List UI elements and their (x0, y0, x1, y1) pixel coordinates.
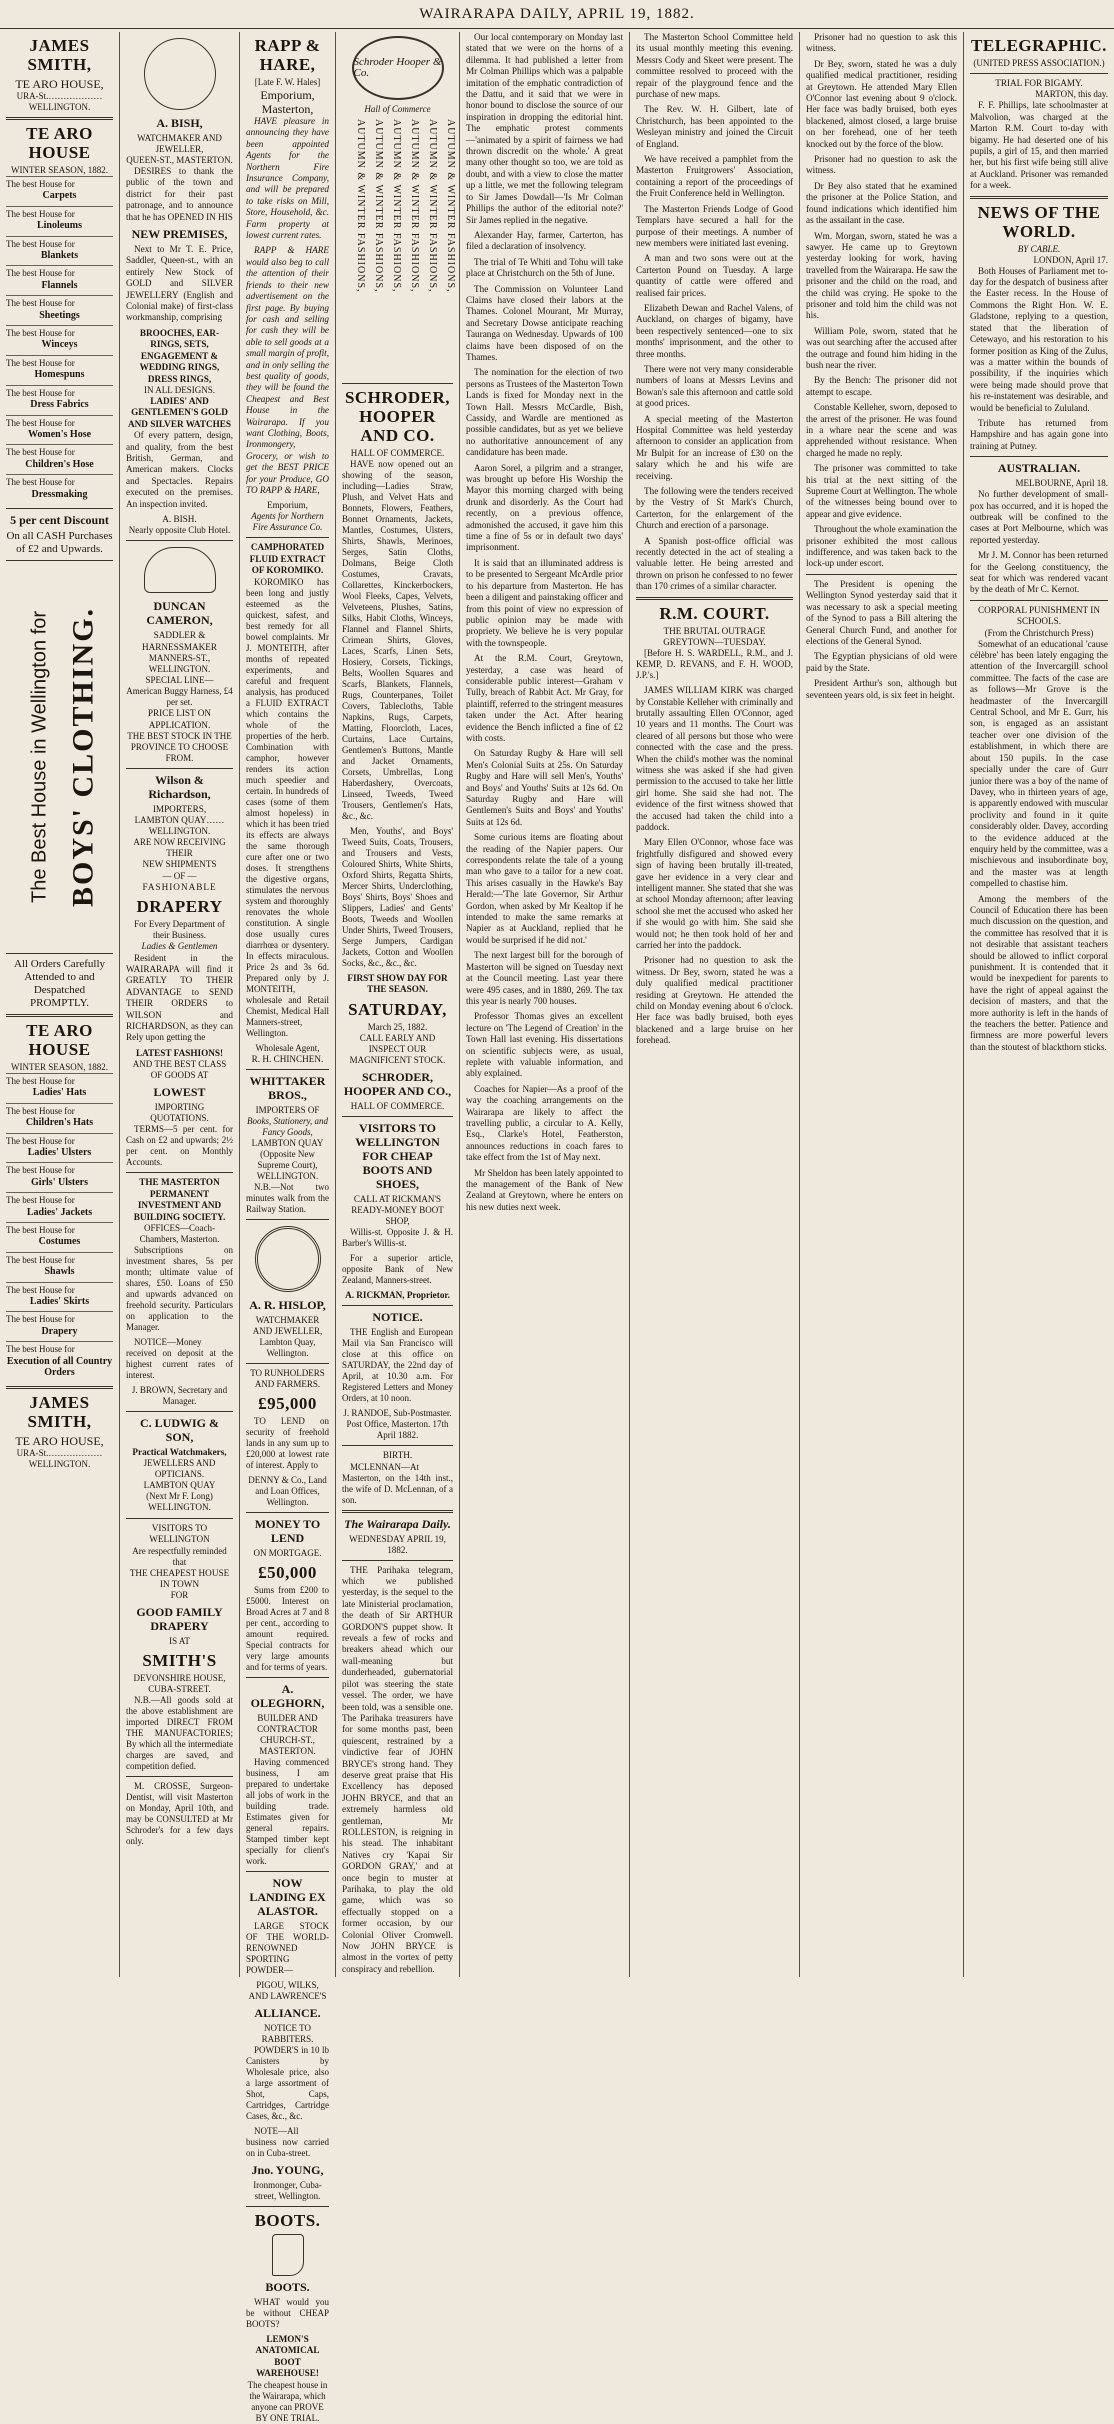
wilson-address: LAMBTON QUAY……WELLINGTON. (134, 815, 225, 837)
fashions-line: AUTUMN & WINTER FASHIONS, (409, 119, 420, 293)
willis-st: Willis-st. Opposite J. & H. Barber's Willis-st. (342, 1226, 453, 1248)
on-mortgage: ON MORTGAGE. (253, 1548, 322, 1559)
melbourne-dateline: MELBOURNE, April 18. (1015, 478, 1108, 489)
list-item: The best House for Homespuns (6, 355, 113, 385)
society-notice: NOTICE—Money received on deposit at the highest current rates of interest. (126, 1336, 233, 1380)
outrage-heading: THE BRUTAL OUTRAGE (663, 625, 766, 636)
news-paragraph: The trial of Te Whiti and Tohu will take place at Christchurch on the 5th of June. (466, 256, 623, 279)
telegraphic-heading: TELEGRAPHIC. (971, 36, 1107, 55)
list-item: The best House for Carpets (6, 176, 113, 206)
column-4 (336, 32, 460, 1977)
terms: TERMS—5 per cent. for Cash on £2 and upwards; 2½ per cent. on Monthly Accounts. (126, 1124, 233, 1168)
notice-heading: NOTICE. (372, 1310, 423, 1325)
news-paragraph: Professor Thomas gives an excellent lecture on 'The Legend of Creation' in the Town Hall last evening. His dissertations on scientific subjects were, as usual, replete with valuable information, and ably explained. (466, 1011, 623, 1079)
list-item: The best House for Ladies' Jackets (6, 1192, 113, 1222)
news-paragraph: The President is opening the Wellington Synod yesterday said that it was necessary to ask a special meeting of the Synod to pass a Bill altering the General Church Fund, and another for elections of the General Synod. (806, 578, 957, 646)
news-paragraph: On Saturday Rugby & Hare will sell Men's Colonial Suits at 25s. On Saturday Rugby and Hare will sell Men's, Youths' and Boys' and Youths' Suits at 12s 6d. On Saturday Rugby and Hare will Gentlemen's Suits and Boys' and Youths' Suits at 12s 6d. (466, 748, 623, 827)
pigou: PIGOU, WILKS, AND LAWRENCE'S (248, 1980, 327, 2002)
rickman-proprietor: A. RICKMAN, Proprietor. (345, 1289, 450, 1300)
now-landing: NOW LANDING EX ALASTOR. (249, 1876, 326, 1919)
ladies-gentlemen: Ladies & Gentlemen (141, 941, 218, 952)
list-item: The best House for Execution of all Country Orders (6, 1341, 113, 1382)
paper-date: WEDNESDAY APRIL 19, 1882. (349, 1533, 446, 1555)
emporium: Emporium, Masterton, (260, 88, 315, 116)
ladies-body: Resident in the WAIRARAPA will find it GREATLY TO THEIR ADVANTAGE to SEND THEIR ORDERS to WILSON and RICHARDSON, as they can Rely upon getting the (126, 952, 233, 1043)
ludwig-address-2: (Next Mr F. Long) (146, 1491, 213, 1502)
news-paragraph: A man and two sons were out at the Carterton Pound on Tuesday. A large quantity of cattle were offered and realised fair prices. (636, 253, 793, 298)
fashions-line: AUTUMN & WINTER FASHIONS, (391, 119, 402, 293)
list-item: The best House for Dressmaking (6, 474, 113, 504)
orders-notice: All Orders Carefully Attended to and Despatched PROMPTLY. (13, 957, 106, 1009)
devonshire: DEVONSHIRE HOUSE, (133, 1673, 226, 1684)
list-item: The best House for Children's Hats (6, 1103, 113, 1133)
rapp-body: HAVE pleasure in announcing they have been appointed Agents for the Northern Fire Insurance Company, and will be prepared to take risks on Mill, Store, Household, &c. Farm property at lowest current rates. (246, 116, 329, 241)
masthead: WAIRARAPA DAILY, APRIL 19, 1882. (0, 0, 1114, 29)
landing-body: LARGE STOCK OF THE WORLD-RENOWNED SPORTING POWDER— (246, 1921, 329, 1976)
column-7 (800, 32, 964, 1977)
te-aro-house-title: TE ARO HOUSE (26, 124, 93, 162)
court-before: [Before H. S. WARDELL, R.M., and J. KEMP, D. REVANS, and F. H. WOOD, J.P.'s.] (636, 648, 793, 681)
ludwig-name: C. LUDWIG & SON, (139, 1415, 219, 1444)
fashions-vertical-list (342, 119, 456, 379)
te-aro-house-title-2: TE ARO HOUSE (26, 1020, 93, 1059)
mortgage-body: Sums from £200 to £5000. Interest on Broad Acres at 7 and 8 per cent., according to amount required. Special contracts for very large amounts and for terms of years. (246, 1585, 329, 1673)
list-item: The best House for Shawls (6, 1252, 113, 1282)
vertical-banner (6, 567, 113, 947)
news-paragraph: President Arthur's son, although but seventeen years old, is six feet in height. (806, 678, 957, 700)
importing-quotations: IMPORTING QUOTATIONS. (150, 1102, 209, 1124)
list-item: The best House for Ladies' Ulsters (6, 1133, 113, 1163)
whittaker-opposite: (Opposite New Supreme Court), (257, 1149, 318, 1171)
lowest: LOWEST (153, 1085, 206, 1100)
oleghorn-body: Having commenced business, I am prepared to undertake all jobs of work in the building trade. Estimates given for general repairs. Stamped timber kept specially for client's work. (246, 1757, 329, 1867)
news-paragraph: The nomination for the election of two persons as Trustees of the Masterton Town Lands is fixed for Monday next in the Town Hall. Messrs McCardle, Bish, Cassidy, and Wardle are mentioned as possible candidates, but as yet we believe no authoritative announcement of any candidature has been made. (466, 367, 623, 458)
best-house-list (6, 176, 113, 504)
watches-heading: LADIES' AND GENTLEMEN'S GOLD AND SILVER WATCHES (128, 395, 231, 429)
editorial-body: THE Parihaka telegram, which we published yesterday, is the sequel to the late Ministerial proclamation, the death of Sir ARTHUR GORDON'S puppet show. It reveals a few of rocks and breakers ahead which our wall-meaning but dunderheaded, gubernatorial pilot was steering the state vessel. The order, we have been told, was a sensible one. The Parihaka treasurers have for some months past, been quiescent, restrained by a vindictive fear of JOHN BRYCE's strong hand. They deserve great praise that His Excellency has deposed JOHN BRYCE, and that an extremely harmless old gentleman, Mr ROLLESTON, is reigning in his stead. The inhabitant Natives cry 'Kapai Sir GORDON GRAY,' and at once begin to muster at Parihaka, to play the old game, which was so effectually stopped on a former occasion, by our Colonial Oliver Cromwell. Now JOHN BRYCE is almost in the vortex of petty conspiracy and rebellion. (342, 1564, 453, 1974)
schroder-title: SCHRODER, HOOPER AND CO. (344, 388, 451, 445)
court-body-3: Prisoner had no question to ask the witness. Dr Bey, sworn, stated he was a duly qualified medical practitioner residing at Greytown. He attended the child on Monday evening about 6 o'clock. Her face was badly bruised, both eyes blackened and a large bruise on her forehead. (636, 955, 793, 1046)
list-item: The best House for Flannels (6, 265, 113, 295)
duncan-special-2: American Buggy Harness, £4 per set. (126, 686, 233, 708)
winter-season-2: WINTER SEASON, 1882. (11, 1061, 108, 1072)
best-stock: THE BEST STOCK IN THE PROVINCE TO CHOOSE FROM. (127, 731, 232, 763)
column-6 (630, 32, 800, 1977)
schroder-stamp-logo: Schroder Hooper & Co. (352, 36, 444, 100)
new-shipments: NEW SHIPMENTS (142, 859, 217, 870)
business-note: NOTE—All business now carried on in Cuba-street. (246, 2126, 329, 2159)
whittaker-city: WELLINGTON. (256, 1171, 319, 1182)
stamp-sub: Hall of Commerce (364, 104, 431, 114)
fashions-line: AUTUMN & WINTER FASHIONS, (445, 119, 456, 293)
australian-heading: AUSTRALIAN. (997, 461, 1081, 476)
drapery-heading: DRAPERY (136, 897, 223, 917)
new-premises: NEW PREMISES, (131, 227, 228, 242)
schroder-body: HAVE now opened out an showing of the season, including—Ladies Straw, Plush, and Velvet Hats and Bonnets, Flowers, Feathers, Bonnet Ornaments, Jackets, Mantles, Costumes, Ulsters, Shirts, Shawls, Merinoes, Serges, Satin Cloths, Dolmans, Beige Cloth Costumes, Cravats, Collarettes, Kinckerbockers, Wool Fleeks, Capes, Velvets, Velveteens, Plushes, Satins, Silks, Habit Cloths, Winceys, Flannel and Flannel Shirts, Crimean Shirts, Gloves, Laces, Scarfs, Linen Sets, Hosiery, Corsets, Tickings, Belts, Woollen Squares and Scarfs, Blankets, Flannels, Rugs, Counterpanes, Toilet Covers, Tablecloths, Table Napkins, Rugs, Carpets, Matting, Floorcloth, Laces, Curtains, Lace Curtains, Gentlemen's Buttons, Mantle and Jacket Ornaments, Corsets, Umbrellas, Long Haberdashery, Overcoats, Linseed, Tweeds, Tweed Trousers, Gentlemen's Hats, &c., &c. (342, 459, 453, 821)
wholesale-agent: Wholesale Agent, (255, 1042, 320, 1053)
hall-commerce-2: HALL OF COMMERCE. (350, 1100, 445, 1111)
list-item: The best House for Children's Hose (6, 444, 113, 474)
press-association: (UNITED PRESS ASSOCIATION.) (973, 58, 1105, 68)
oleghorn-address: CHURCH-ST., MASTERTON. (259, 1735, 316, 1757)
best-class: AND THE BEST CLASS OF GOODS AT (132, 1059, 227, 1081)
news-paragraph: The following were the tenders received by the Vestry of St Mark's Church, Carterton, for the enlargement of the Church and erection of a parsonage. (636, 486, 793, 531)
drapery-sub: For Every Department of their Business. (134, 919, 225, 941)
boots-heading: BOOTS. (254, 2211, 321, 2231)
news-body-2: Tribute has returned from Hampshire and has again gone into training at Putney. (970, 417, 1108, 451)
young-trade: Ironmonger, Cuba-street, Wellington. (253, 2180, 322, 2202)
wilson-importers: IMPORTERS, (152, 804, 207, 814)
column-2 (120, 32, 240, 1977)
list-item: The best House for Dress Fabrics (6, 385, 113, 415)
news-paragraph: William Pole, sworn, stated that he was out searching after the accused after the outrage and found him hiding in the bush near the river. (806, 325, 957, 370)
births-heading: BIRTH. (382, 1450, 413, 1461)
news-paragraph: Alexander Hay, farmer, Carterton, has filed a declaration of insolvency. (466, 229, 623, 252)
news-paragraph: Coaches for Napier—As a proof of the way the coaching arrangements on the Wairarapa are likely to affect the travelling public, a circular to A. Kelly, Esq., Clarke's Hotel, Featherston, announces reductions in coach fares to take effect from the 1st of May next. (466, 1083, 623, 1163)
latest-fashions: LATEST FASHIONS! (135, 1047, 224, 1058)
rapp-body-2: RAPP & HARE would also beg to call the attention of their friends to their new advertisement on the first page. By buying for cash and selling for cash they will be able to sell goods at a small margin of profit, and in only selling the best quality of goods, they will be found the Cheapest and Best House in the Wairarapa. If you want Clothing, Boots, Ironmongery, Grocery, or wish to get the BEST PRICE for your Produce, GO TO RAPP & HARE, (246, 245, 329, 495)
boot-icon (272, 2234, 304, 2276)
discount-text: On all CASH Purchases of £2 and Upwards. (6, 529, 113, 555)
news-paragraph: The prisoner was committed to take his trial at the next sitting of the Supreme Court at Wellington. The whole of the witnesses being bound over to appear and give evidence. (806, 463, 958, 519)
loan-amount: £95,000 (258, 1394, 317, 1414)
bish-name: A. BISH, (156, 116, 203, 130)
lemons-sub: The cheapest house in the Wairarapa, which anyone can PROVE BY ONE TRIAL. (247, 2379, 328, 2423)
cuba-street: CUBA-STREET. (148, 1684, 211, 1695)
corporal-body: Somewhat of an educational 'cause célèbre' has been lately engaging the attention of the Invercargill school committee. The facts of the case are as follows—Mr Grove is the headmaster of the Invercargill Central School, and Mr E. Gurr, his son, is engaged as an assistant teacher over one division of the establishment, in which there are about 150 pupils. In the case specially under the care of Gurr junior there was a boy of the name of Davey, who in thirteen years of age, is apparently endowed with muscular proclivity and found in it quite considerably older. Davey, according to the evidence adduced at the enquiry held by the committee, was a mischievous and insubordinate boy, and the master was at length compelled to chastise him. (970, 638, 1108, 889)
good-family-drapery: GOOD FAMILY DRAPERY (136, 1605, 223, 1634)
crosse-notice: M. CROSSE, Surgeon-Dentist, will visit Masterton on Monday, April 10th, and may be CONSULTED at Mr Schroder's for a few days only. (126, 1781, 233, 1847)
money-to-lend: MONEY TO LEND (254, 1517, 321, 1546)
oleghorn-name: A. OLEGHORN, (250, 1682, 325, 1711)
whittaker-address: LAMBTON QUAY (251, 1138, 324, 1149)
news-paragraph: The Masterton Friends Lodge of Good Templars have secured a hall for the purpose of their meetings. A number of new members were initiated last evening. (636, 203, 793, 248)
pocket-watch-icon (255, 1226, 321, 1292)
list-item: The best House for Ladies' Skirts (6, 1282, 113, 1312)
loan-body: TO LEND on security of freehold lands in any sum up to £20,000 at lowest rate of interest. Apply to (246, 1416, 329, 1471)
list-item: The best House for Linoleums (6, 206, 113, 236)
ludwig-sub: JEWELLERS AND OPTICIANS. (143, 1458, 216, 1480)
cheapest-house: THE CHEAPEST HOUSE IN TOWN (129, 1567, 230, 1589)
column-3 (240, 32, 336, 2423)
australian-body-2: Mr J. M. Connor has been returned for the Geelong constituency, the seat for which was rendered vacant by the death of Mr C. Kernot. (970, 550, 1108, 595)
notice-rabbiters: NOTICE TO RABBITERS. (261, 2023, 314, 2045)
saturday: SATURDAY, (348, 999, 447, 1019)
news-paragraph: It is said that an illuminated address is to be presented to Sergeant McArdle prior to his departure from Masterton. He has been a diligent and painstaking officer and from this point of view no expression of public opinion may be made with propriety. We believe he is very popular with the townspeople. (466, 557, 623, 648)
news-paragraph: Constable Kelleher, sworn, deposed to the arrest of the prisoner. He was found in a whare near the scene and was apprehended without resistance. When charged he made no reply. (806, 402, 957, 458)
news-paragraph: Elizabeth Dewan and Rachel Valens, of Auckland, on charges of bigamy, have been respectively sentenced—one to six months' imprisonment, and the other to three months. (636, 302, 793, 359)
te-aro-house-bottom: TE ARO HOUSE, (15, 1434, 104, 1449)
te-aro-address: URA-St.………………WELLINGTON. (16, 91, 103, 112)
te-aro-address-bottom: URA-St.………………WELLINGTON. (16, 1448, 103, 1470)
news-paragraph: A Spanish post-office official was recently detected in the act of stealing a valuable letter. He being arrested and thrown on prison he confessed to no fewer than 170 crimes of a similar character. (636, 535, 793, 592)
ludwig-trade: Practical Watchmakers, (132, 1446, 227, 1457)
rm-court-heading: R.M. COURT. (659, 603, 770, 623)
news-of-world: NEWS OF THE WORLD. (977, 202, 1101, 241)
wilson-receiving: ARE NOW RECEIVING THEIR (133, 837, 226, 859)
trial-heading: TRIAL FOR BIGAMY. (995, 78, 1083, 88)
fashions-line: AUTUMN & WINTER FASHIONS, (427, 119, 438, 293)
news-paragraph: Our local contemporary on Monday last stated that we were on the horns of a dilemma. It had published a letter from Mr Colman Phillips which was a palpable imitation of the emphatic contradiction of the Dattu, and it said that we were in honor bound to disclose the source of our inspiration in dropping the editorial hint. The emphatic protest comments—'animated by a spirit of fairness we had thrown discredit on the whole.' A great many other thought so too, we are told as doubt, and with a view to close the matter up a little, we met the following telegram to Sir James Dowdall—'Is Mr Colman Phillips the author of the editorial note?' Sir James replied in the negative. (466, 32, 623, 225)
wilson-title: Wilson & Richardson, (148, 773, 211, 801)
mortgage-amount: £50,000 (258, 1563, 317, 1583)
first-show-day: FIRST SHOW DAY FOR THE SEASON. (347, 973, 448, 995)
news-paragraph: Mr Sheldon has been lately appointed to the management of the Bank of New Zealand at Greytown, where he enters on his new duties next week. (466, 1167, 623, 1212)
australian-body: No further development of small-pox has occurred, and it is hoped the outbreak will be confined to the cases at Port Melbourne, which was reported yesterday. (970, 489, 1108, 545)
call-early: CALL EARLY AND INSPECT OUR MAGNIFICENT STOCK. (349, 1032, 446, 1065)
fashions-line: AUTUMN & WINTER FASHIONS, (373, 119, 384, 293)
bish-trade: WATCHMAKER AND JEWELLER, (137, 133, 222, 154)
rapp-late: [Late F. W. Hales] (254, 77, 321, 87)
fashionable: FASHIONABLE (142, 881, 217, 892)
best-house-list-2 (6, 1073, 113, 1383)
hislop-trade: WATCHMAKER AND JEWELLER, (252, 1315, 323, 1337)
bish-address: QUEEN-ST., MASTERTON. (126, 155, 233, 165)
column-5 (460, 32, 630, 1977)
list-item: The best House for Winceys (6, 325, 113, 355)
corporal-heading: CORPORAL PUNISHMENT IN SCHOOLS. (977, 604, 1100, 627)
list-item: The best House for Sheetings (6, 295, 113, 325)
corporal-source: (From the Christchurch Press) (984, 627, 1094, 638)
of-label: — OF — (162, 870, 197, 881)
news-paragraph: A special meeting of the Masterton Hospital Committee was held yesterday afternoon to consider an application from Mr Bulpit for an increase of £30 on the salary which he and his wife are receiving. (636, 413, 793, 481)
list-item: The best House for Costumes (6, 1222, 113, 1252)
price-list: PRICE LIST ON APPLICATION. (147, 708, 212, 730)
list-item: The best House for Women's Hose (6, 415, 113, 445)
news-paragraph: By the Bench: The prisoner did not attempt to escape. (806, 375, 957, 397)
news-paragraph: Dr Bey, sworn, stated he was a duly qualified medical practitioner, residing at Greytown. He attended Mary Ellen O'Connor last evening about 9 o'clock. Her face was badly bruised, both eyes blackened, almost closed, a large bruise on her forehead, one of her teeth knocked out by the force of the blow. (806, 58, 957, 149)
whittaker-goods: Books, Stationery, and Fancy Goods, (247, 1116, 328, 1138)
paper-title: The Wairarapa Daily. (344, 1516, 451, 1531)
whittaker-sub: IMPORTERS OF (255, 1105, 320, 1116)
news-paragraph: Aaron Sorel, a pilgrim and a stranger, was brought up before His Worship the Mayor this morning charged with being drunk and disorderly. As the Court had recently, on a previous offence, admonished the accused, it gave him this time a fine of 5s or in default two days' imprisonment. (466, 462, 623, 553)
crest-ornament-icon (144, 38, 216, 110)
whittaker-nb: N.B.—Not two minutes walk from the Railway Station. (246, 1182, 329, 1215)
james-smith-title: JAMES SMITH, (27, 36, 92, 74)
vertical-banner-line1: The Best House in Wellington for (28, 610, 51, 903)
post-office-date: Post Office, Masterton. 17th April 1882. (346, 1419, 449, 1441)
camphor-heading: CAMPHORATED FLUID EXTRACT OF KOROMIKO. (249, 542, 326, 576)
list-item: The best House for Drapery (6, 1311, 113, 1341)
corporal-body-2: Among the members of the Council of Education there has been much discussion on the question, and the committee has resolved that it is not desirable that assistant teachers should be allowed to inflict corporal punishment. It is contended that it would be inexpedient for parents to have the right of appeal against the decision of masters, and that the more authority is left in the hands of the teachers the better. Patience and firmness are more powerful levers than the stoutest of blackthorn sticks. (970, 893, 1108, 1052)
news-paragraph: The Rev. W. H. Gilbert, late of Christchurch, has been appointed to the Wesleyan ministry and joined the Circuit of England. (636, 104, 793, 149)
hislop-name: A. R. HISLOP, (249, 1298, 326, 1313)
james-smith-bottom: JAMES SMITH, (27, 1393, 92, 1432)
te-aro-house-sub: TE ARO HOUSE, (15, 77, 104, 91)
bish-sign: A. BISH. (162, 513, 197, 524)
duncan-trade: SADDLER & HARNESSMAKER (141, 630, 218, 652)
mail-notice: THE English and European Mail via San Francisco will close at this office on SATURDAY, the 22nd day of April, at 10.30 a.m. For Registered Letters and Money Orders, at 10 noon. (342, 1327, 453, 1404)
saddle-icon (144, 547, 216, 593)
news-paragraph: At the R.M. Court, Greytown, yesterday, a case was heard of considerable public interest—Graham v Tully, breach of Rabbit Act. Mr Gray, for plaintiff, referred to the stringent measures taken under the Act. After hearing evidence the Bench inflicted a fine of £2 with costs. (466, 653, 623, 743)
vertical-banner-line2: BOYS' CLOTHING. (66, 606, 100, 907)
trial-body: F. F. Phillips, late schoolmaster at Malvolion, was charged at the Marton R.M. Court to-day with bigamy. He had deserted one of his pupils, a girl of 15, and then married her, but his first wife being still alive at Auckland. Prisoner was remanded for a week. (970, 100, 1108, 191)
boots-heading-2: BOOTS. (265, 2280, 310, 2295)
rapp-hare-title: RAPP & HARE, (254, 36, 321, 74)
ludwig-city: WELLINGTON. (148, 1502, 211, 1513)
news-paragraph: The Egyptian physicians of old were paid by the State. (806, 651, 957, 673)
news-paragraph: Wm. Morgan, sworn, stated he was a sawyer. He came up to Greytown yesterday looking for work, having travelled from the Wairarapa. He saw the prisoner and the child on the road, and the child was crying. He spoke to the prisoner and told him the child was not his. (806, 230, 957, 321)
jewellery-items: BROOCHES, EAR-RINGS, SETS, ENGAGEMENT & WEDDING RINGS, DRESS RINGS, (139, 327, 220, 384)
court-body-2: Mary Ellen O'Connor, whose face was frightfully disfigured and showed every sign of having been brutally ill-treated, gave her evidence in a very clear and intelligent manner. She stated that she was at school Monday afternoon; after leaving school she met the accused who asked her if she would go with him. She said she would not; he then took hold of her and carried her into the paddock. (636, 837, 793, 951)
list-item: The best House for Ladies' Hats (6, 1073, 113, 1103)
alliance: ALLIANCE. (254, 2006, 321, 2021)
march-date: March 25, 1882. (367, 1021, 428, 1032)
rapp-agents: Agents for Northern Fire Assurance Co. (251, 511, 324, 533)
hislop-address: Lambton Quay, Wellington. (259, 1337, 316, 1359)
births-body: MCLENNAN—At Masterton, on the 14th inst., the wife of D. McLennan, of a son. (342, 1461, 453, 1505)
smiths: SMITH'S (142, 1651, 217, 1671)
discount-heading: 5 per cent Discount (10, 512, 109, 527)
whittaker-title: WHITTAKER BROS., (249, 1074, 326, 1103)
duncan-name: DUNCAN CAMERON, (146, 599, 213, 628)
schroder-title-2: SCHRODER, HOOPER AND CO., (343, 1069, 452, 1098)
postmaster-sign: J. RANDOE, Sub-Postmaster. (343, 1408, 452, 1419)
denny-sign: DENNY & Co., Land and Loan Offices, Wellington. (248, 1475, 327, 1508)
lemons: LEMON'S ANATOMICAL BOOT WAREHOUSE! (255, 2334, 320, 2379)
visitors-heading: VISITORS TO WELLINGTON (149, 1522, 210, 1545)
winter-season: WINTER SEASON, 1882. (11, 165, 108, 175)
ludwig-address: LAMBTON QUAY (143, 1480, 216, 1491)
greytown-tuesday: GREYTOWN—TUESDAY. (663, 637, 766, 648)
bish-note: Nearly opposite Club Hotel. (128, 525, 231, 536)
oleghorn-trade: BUILDER AND CONTRACTOR (257, 1713, 318, 1735)
fashions-line: AUTUMN & WINTER FASHIONS, (355, 119, 366, 293)
society-offices: OFFICES—Coach-Chambers, Masterton. (139, 1222, 220, 1244)
call-rickman: CALL AT RICKMAN'S READY-MONEY BOOT SHOP, (351, 1193, 444, 1226)
cheap-boots: WHAT would you be without CHEAP BOOTS? (246, 2297, 329, 2330)
for-label: FOR (170, 1590, 189, 1601)
powder-body: POWDER'S in 10 lb Canisters by Wholesale price, also a large assortment of Shot, Caps, Cartridges, Cartridge Cases, &c., &c. (246, 2045, 329, 2122)
news-paragraph: We have received a pamphlet from the Masterton Fruitgrowers' Association, containing a report of the proceedings of the Fruit Conference held in Wellington. (636, 154, 793, 199)
marton-dateline: MARTON, this day. (1035, 89, 1108, 100)
superior-article: For a superior article, opposite Bank of New Zealand, Manners-street. (342, 1252, 453, 1285)
london-dateline: LONDON, April 17. (1033, 254, 1108, 265)
bish-body: DESIRES to thank the public of the town and district for their past patronage, and to announce that he has OPENED IN HIS (126, 166, 233, 222)
news-paragraph: Prisoner had no question to ask this witness. (806, 32, 957, 54)
news-paragraph: The Commission on Volunteer Land Claims have closed their labors at the Thames. Colonel Mourant, Mr Murray, and Secretary Dowse anticipate reaching Tauranga on Wednesday. Upwards of 100 claims have been disposed of on the Thames. (466, 283, 623, 362)
news-paragraph: Some curious items are floating about the reading of the Napier papers. Our correspondents relate the tale of a young man who gave to a tailor for a new coat. This arises casually in the Hawke's Bay Herald:—'The late Governor, Sir Arthur Gordon, when asked by Mr Kealtop if he intended to make the same remarks at Napier as at Auckland, replied that he would be surprised if he did not.' (466, 832, 623, 945)
column-1 (0, 32, 120, 1977)
schroder-body-2: Men, Youths', and Boys' Tweed Suits, Coats, Trousers, and Trousers and Vests, Coloured Shirts, White Shirts, Oxford Shirts, Regatta Shirts, Mercer Shirts, Underclothing, Boys' Shirts, Boys' Shoes and Slippers, Ladies' and Gents' Boots, Tweeds and Woollen Under Shirts, Tweed Trousers, Serge Jumpers, Cardigan Jackets, Cotton and Woollen Socks, &c., &c., &c. (342, 826, 453, 968)
news-paragraph: There were not very many considerable numbers of loans at Messrs Levins and Bowan's sale this afternoon and cattle sold at good prices. (636, 363, 793, 409)
hall-commerce: HALL OF COMMERCE. (350, 448, 445, 458)
by-cable: BY CABLE. (1017, 243, 1061, 254)
news-paragraph: Prisoner had no question to ask the witness. (806, 154, 957, 176)
list-item: The best House for Blankets (6, 236, 113, 266)
society-body: Subscriptions on investment shares, 5s per month; ultimate value of shares, £50. Loans of £50 and upwards advanced on freehold security. Particulars on application to the Manager. (126, 1244, 233, 1332)
rapp-sign: Emporium, (267, 500, 308, 511)
news-paragraph: The next largest bill for the borough of Masterton will be signed on Tuesday next at the Council meeting. Last year there were 495 cases, and in 1880, 269. The tax this year is nearly 700 houses. (466, 950, 623, 1006)
society-sign: J. BROWN, Secretary and Manager. (131, 1384, 228, 1406)
news-paragraph: Dr Bey also stated that he examined the prisoner at the Police Station, and found indications which identified him as the assailant in the case. (806, 180, 957, 226)
news-paragraph: Throughout the whole examination the prisoner exhibited the most callous indifference, and was taken back to the lock-up under escort. (806, 524, 957, 569)
premises-body: Next to Mr T. E. Price, Saddler, Queen-st., with an entirely New Stock of GOLD and SILVER JEWELLERY (English and Colonial make) of first-class workmanship, comprising (126, 244, 233, 323)
watches-body: Of every pattern, design, and quality, from the best British, German, and American makers. Clocks and Spectacles. Repairs executed on the premises. An inspection invited. (126, 430, 233, 509)
chinchen: R. H. CHINCHEN. (251, 1053, 324, 1064)
list-item: The best House for Girls' Ulsters (6, 1162, 113, 1192)
visitors-boots: VISITORS TO WELLINGTON FOR CHEAP BOOTS AND SHOES, (355, 1120, 440, 1191)
farmers-heading: TO RUNHOLDERS AND FARMERS. (250, 1368, 325, 1390)
masterton-society: THE MASTERTON PERMANENT INVESTMENT AND BUILDING SOCIETY. (133, 1177, 226, 1222)
koromiko-body: KOROMIKO has been long and justly esteemed as the quickest, safest, and best remedy for all bowel complaints. Mr J. MONTEITH, after months of repeated experiments, and careful and frequent analysis, has produced a FLUID EXTRACT which contains the whole of the properties of the herb. Combination with camphor, however renders its action much speedier and certain. In hundreds of cases (some of them almost hopeless) in which it has been tried its effects are always the same thorough cure after one or two doses. It strengthens the digestive organs, stimulates the nervous system and thoroughly renovates the whole constitution. A single dose usually cures diarrhœa or dysentery. In effects miraculous. Price 2s and 3s 6d. Prepared only by J. MONTEITH, wholesale and Retail Chemist, Medical Hall Manners-street, Wellington. (246, 576, 329, 1038)
column-8 (964, 32, 1114, 1977)
news-paragraph: The Masterton School Committee held its usual monthly meeting this evening. Messrs Cody and Skeet were present. The committee resolved to proceed with the repair of the playground fence and the purchase of new maps. (636, 32, 793, 100)
visitors-sub: Are respectfully reminded that (132, 1545, 227, 1567)
is-at: IS AT (169, 1636, 190, 1647)
young-name: Jno. YOUNG, (251, 2163, 324, 2178)
all-designs: IN ALL DESIGNS. (144, 384, 215, 395)
news-body: Both Houses of Parliament met to-day for the despatch of business after the Easter recess. In the House of Commons the Right Hon. W. E. Gladstone, replying to a question, stated that the liberation of Cetewayo, and his restoration to his former position as King of the Zulus, was a matter within the bounds of possibility, if the inquiries which were being made should prove that his re-instatement was desirable, and would be beneficial to Zululand. (970, 265, 1108, 413)
court-body: JAMES WILLIAM KIRK was charged by Constable Kelleher with criminally and brutally assaulting Ellen O'Connor, aged 10 years and 11 months. The Court was cleared of all persons but those who were connected with the case and the press. When the child's mother was the nominal witness she was asked if she had given permission to the accused to take her little girl home. She said she had not. The evidence of the first witness showed that the accused had taken the child into a paddock. (636, 685, 793, 832)
duncan-special: SPECIAL LINE— (145, 675, 214, 686)
duncan-address: MANNERS-ST., WELLINGTON. (148, 653, 211, 675)
smiths-nb: N.B.—All goods sold at the above establishment are imported DIRECT FROM THE MANUFACTORIES; By which all the intermediate charges are saved, and competition defied. (126, 1695, 233, 1772)
